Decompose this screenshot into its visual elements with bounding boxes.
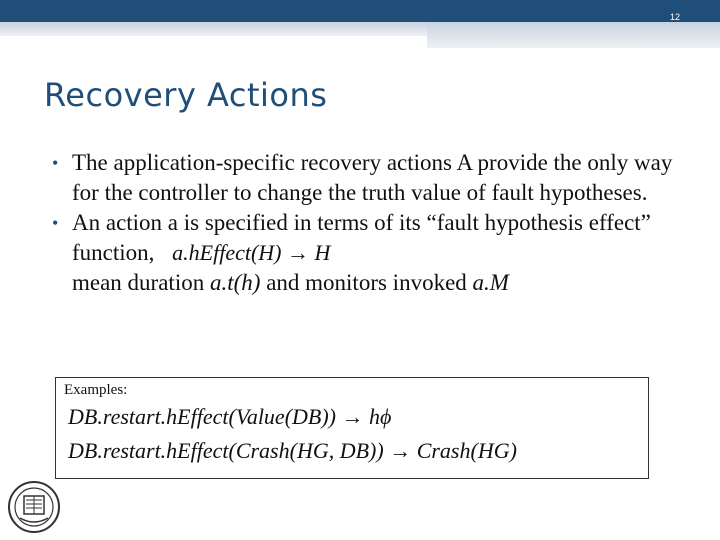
examples-label: Examples: xyxy=(64,382,128,398)
effect-formula: a.hEffect(H) → H xyxy=(172,240,331,265)
bullet-text: The application-specific recovery actions A provide the only way for the controller to change the truth value of fault hypotheses. xyxy=(72,150,673,205)
header-accent-notch xyxy=(427,22,720,48)
monitors-math: a.M xyxy=(472,270,509,295)
examples-box xyxy=(55,377,649,479)
bullet-item-2 xyxy=(52,208,692,298)
bullet-item-1 xyxy=(52,148,692,208)
header-bar xyxy=(0,0,720,22)
slide-number: 12 xyxy=(669,12,680,22)
bullet-text: An action a is specified in terms of its “fault hypothesis effect” function, xyxy=(72,210,651,265)
bullet-icon: • xyxy=(52,153,59,173)
example-formula-1: DB.restart.hEffect(Value(DB)) → hϕ xyxy=(68,404,392,429)
bullet-list xyxy=(52,148,692,298)
bullet-text-cont-1: mean duration xyxy=(72,270,210,295)
bullet-text-cont-2: and monitors invoked xyxy=(260,270,473,295)
duration-math: a.t(h) xyxy=(209,270,261,295)
bullet-icon: • xyxy=(52,213,59,233)
university-seal-icon xyxy=(6,480,62,534)
example-formula-2: DB.restart.hEffect(Crash(HG, DB)) → Crash(HG) xyxy=(68,438,517,463)
slide-title: Recovery Actions xyxy=(44,76,328,114)
